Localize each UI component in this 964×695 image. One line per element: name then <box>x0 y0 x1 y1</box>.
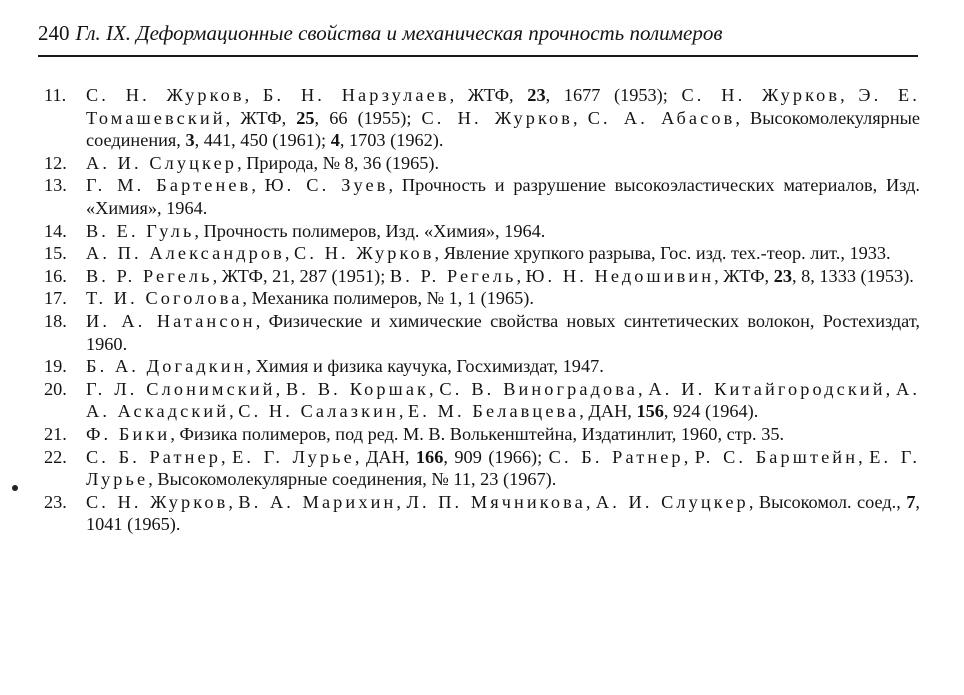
reference-text: , Физика полимеров, под ред. М. В. Волькенштейна, Издатинлит, 1960, стр. 35. <box>170 423 785 444</box>
reference-text: , <box>275 378 286 399</box>
reference-item <box>38 423 920 446</box>
reference-text: , Высокомолекулярные соединения, <box>86 107 920 151</box>
reference-text: , Механика полимеров, № 1, 1 (1965). <box>242 288 534 309</box>
reference-text: , Химия и физика каучука, Госхимиздат, 1947. <box>246 356 604 377</box>
running-head <box>38 16 918 50</box>
author-name: А. П. Александров <box>86 243 285 264</box>
reference-text: , <box>244 85 263 105</box>
author-name: А. И. Китайгородский <box>648 378 886 399</box>
reference-text: , <box>396 491 407 512</box>
author-name: Е. Г. Лурье <box>86 446 921 490</box>
reference-number: 16. <box>44 265 67 286</box>
author-name: Е. М. Белавцева <box>408 401 580 422</box>
reference-text: , ЖТФ, <box>449 85 528 105</box>
volume-number: 156 <box>636 401 664 422</box>
reference-text: , <box>516 265 526 286</box>
reference-text: , Высокомол. соед., <box>748 491 907 512</box>
author-name: Ф. Бики <box>86 423 171 444</box>
reference-text: , 8, 1333 (1953). <box>791 265 914 286</box>
author-name: Ю. С. Зуев <box>264 175 389 196</box>
reference-text: , <box>638 378 649 399</box>
reference-text: , <box>858 446 870 467</box>
reference-number: 22. <box>44 446 67 467</box>
reference-number: 13. <box>44 175 67 196</box>
volume-number: 23 <box>527 85 546 105</box>
volume-number: 3 <box>185 130 195 151</box>
reference-text: , 924 (1964). <box>663 401 759 422</box>
reference-text: , <box>840 85 859 105</box>
reference-text: , 1677 (1953); <box>545 85 682 105</box>
author-name: В. Р. Регель <box>389 265 517 286</box>
reference-text: , <box>683 446 695 467</box>
reference-text: , <box>573 107 588 128</box>
reference-number: 20. <box>44 378 67 399</box>
author-name: В. Р. Регель <box>86 265 213 286</box>
reference-item <box>38 355 920 378</box>
author-name: С. Б. Ратнер <box>548 446 684 467</box>
reference-number: 14. <box>44 220 67 241</box>
reference-number: 18. <box>44 310 67 331</box>
reference-item <box>38 310 920 355</box>
author-name: А. А. Аскадский <box>86 378 921 422</box>
author-name: В. А. Марихин <box>238 491 397 512</box>
running-title: Гл. IX. Деформационные свойства и механическая прочность полимеров <box>75 21 723 45</box>
reference-text: , <box>228 491 239 512</box>
author-name: Т. И. Соголова <box>86 288 243 309</box>
reference-number: 19. <box>44 356 67 377</box>
reference-text: , <box>221 446 233 467</box>
author-name: С. Н. Журков <box>86 85 245 105</box>
reference-text: , ЖТФ, <box>225 107 297 128</box>
reference-text: , <box>398 401 409 422</box>
reference-number: 21. <box>44 423 67 444</box>
reference-text: , ЖТФ, 21, 287 (1951); <box>212 265 390 286</box>
header-rule <box>38 55 918 57</box>
author-name: Г. М. Бартенев <box>86 175 252 196</box>
volume-number: 23 <box>773 265 792 286</box>
reference-item <box>38 491 920 536</box>
reference-item <box>38 84 920 152</box>
author-name: С. Н. Журков <box>294 243 435 264</box>
reference-text: , 909 (1966); <box>443 446 549 467</box>
author-name: Б. Н. Нарзулаев <box>262 85 450 105</box>
reference-text: , Прочность и разрушение высокоэластических материалов, Изд. «Химия», 1964. <box>86 175 920 218</box>
author-name: С. Н. Салазкин <box>238 401 399 422</box>
page-number: 240 <box>38 21 70 45</box>
reference-item <box>38 378 920 423</box>
author-name: С. Б. Ратнер <box>86 446 222 467</box>
reference-number: 11. <box>44 85 67 105</box>
reference-text: , <box>229 401 239 422</box>
reference-text: , <box>429 378 440 399</box>
reference-number: 15. <box>44 243 67 264</box>
reference-item <box>38 265 920 288</box>
volume-number: 4 <box>330 130 340 151</box>
reference-item <box>38 220 920 243</box>
reference-number: 17. <box>44 288 67 309</box>
reference-text: , Прочность полимеров, Изд. «Химия», 1964. <box>194 220 546 241</box>
volume-number: 7 <box>906 491 916 512</box>
author-name: Э. Е. Томашевский <box>86 85 920 128</box>
reference-item <box>38 446 920 491</box>
reference-text: , <box>251 175 265 196</box>
author-name: Е. Г. Лурье <box>232 446 355 467</box>
reference-text: , ЖТФ, <box>714 265 774 286</box>
author-name: Л. П. Мячникова <box>406 491 586 512</box>
author-name: А. И. Слуцкер <box>86 152 238 173</box>
reference-text: , Высокомолекулярные соединения, № 11, 23 (1967). <box>148 469 557 490</box>
volume-number: 25 <box>296 107 315 128</box>
author-name: С. Н. Журков <box>86 491 229 512</box>
author-name: С. А. Абасов <box>587 107 736 128</box>
margin-ink-dot <box>12 485 18 491</box>
author-name: Ю. Н. Недошивин <box>525 265 715 286</box>
author-name: И. А. Натансон <box>86 310 256 331</box>
author-name: Р. С. Барштейн <box>694 446 859 467</box>
reference-text: , 441, 450 (1961); <box>194 130 331 151</box>
reference-text: , ДАН, <box>354 446 416 467</box>
reference-text: , <box>284 243 295 264</box>
reference-list <box>38 84 920 536</box>
reference-text: , ДАН, <box>579 401 637 422</box>
reference-number: 12. <box>44 152 67 173</box>
reference-text: , Физические и химические свойства новых синтетических волокон, Ростехиздат, 1960. <box>86 310 921 354</box>
reference-text: , 66 (1955); <box>314 107 422 128</box>
author-name: С. Н. Журков <box>421 107 574 128</box>
reference-text: , <box>885 378 897 399</box>
reference-text: , 1703 (1962). <box>339 130 444 151</box>
reference-text: , Явление хрупкого разрыва, Гос. изд. тех.-теор. лит., 1933. <box>434 243 891 264</box>
author-name: В. В. Коршак <box>285 378 430 399</box>
reference-item <box>38 242 920 265</box>
reference-text: , <box>585 491 596 512</box>
author-name: С. Н. Журков <box>681 85 841 105</box>
author-name: Б. А. Догадкин <box>86 356 247 377</box>
author-name: В. Е. Гуль <box>86 220 195 241</box>
reference-item <box>38 152 920 175</box>
author-name: С. В. Виноградова <box>439 378 639 399</box>
reference-number: 23. <box>44 491 67 512</box>
reference-text: , 1041 (1965). <box>86 491 920 535</box>
author-name: Г. Л. Слонимский <box>86 378 276 399</box>
reference-text: , Природа, № 8, 36 (1965). <box>237 152 440 173</box>
author-name: А. И. Слуцкер <box>595 491 749 512</box>
reference-item <box>38 174 920 219</box>
volume-number: 166 <box>415 446 444 467</box>
reference-item <box>38 287 920 310</box>
